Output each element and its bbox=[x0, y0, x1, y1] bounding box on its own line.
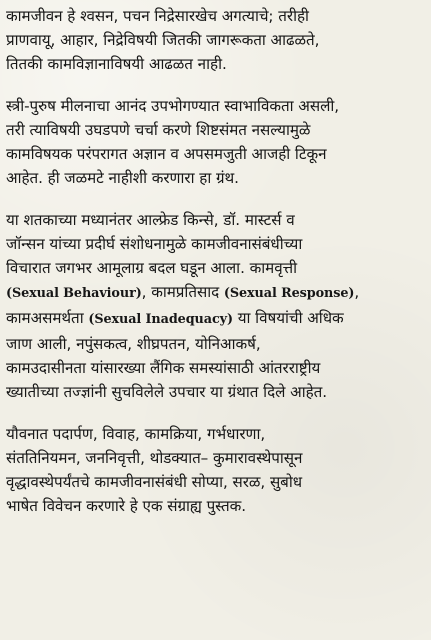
english-term: (Sexual Response) bbox=[223, 286, 355, 301]
text-line-mixed-script bbox=[6, 306, 419, 332]
english-term: (Sexual Inadequacy) bbox=[88, 312, 233, 327]
text-line: कामउदासीनता यांसारख्या लैंगिक समस्यांसाठी आंतरराष्ट्रीय bbox=[6, 359, 321, 377]
paragraph-4 bbox=[6, 422, 419, 518]
paragraph-1 bbox=[6, 4, 419, 76]
text-line: यौवनात पदार्पण, विवाह, कामक्रिया, गर्भधारणा, bbox=[6, 425, 266, 443]
text-line: कामजीवन हे श्वसन, पचन निद्रेसारखेच अगत्याचे; तरीही bbox=[6, 7, 309, 25]
text-line: जॉन्सन यांच्या प्रदीर्घ संशोधनामुळे कामजीवनासंबंधीच्या bbox=[6, 235, 303, 253]
text-segment: कामअसमर्थता bbox=[6, 309, 89, 327]
english-term: (Sexual Behaviour) bbox=[6, 286, 142, 301]
paragraph-3 bbox=[6, 208, 419, 404]
text-line-mixed-script bbox=[6, 280, 419, 306]
text-segment: या विषयांची अधिक bbox=[232, 309, 344, 327]
text-line: तितकी कामविज्ञानाविषयी आढळत नाही. bbox=[6, 55, 227, 73]
book-blurb-text bbox=[6, 4, 419, 518]
text-segment: , bbox=[354, 283, 360, 301]
text-line: आहेत. ही जळमटे नाहीशी करणारा हा ग्रंथ. bbox=[6, 169, 239, 187]
text-line: स्त्री-पुरुष मीलनाचा आनंद उपभोगण्यात स्वाभाविकता असली, bbox=[6, 97, 340, 115]
paragraph-2 bbox=[6, 94, 419, 190]
text-line: जाण आली, नपुंसकत्व, शीघ्रपतन, योनिआकर्ष, bbox=[6, 335, 261, 353]
text-line: कामविषयक परंपरागत अज्ञान व अपसमजुती आजही टिकून bbox=[6, 145, 327, 163]
text-line: प्राणवायू, आहार, निद्रेविषयी जितकी जागरूकता आढळते, bbox=[6, 31, 320, 49]
text-line: या शतकाच्या मध्यानंतर आल्फ्रेड किन्से, डॉ. मास्टर्स व bbox=[6, 211, 295, 229]
text-line: भाषेत विवेचन करणारे हे एक संग्राह्य पुस्तक. bbox=[6, 497, 247, 515]
text-line: विचारात जगभर आमूलाग्र बदल घडून आला. कामवृत्ती bbox=[6, 259, 297, 277]
text-line: ख्यातीच्या तज्ज्ञांनी सुचविलेले उपचार या ग्रंथात दिले आहेत. bbox=[6, 383, 327, 401]
text-line: वृद्धावस्थेपर्यंतचे कामजीवनासंबंधी सोप्या, सरळ, सुबोध bbox=[6, 473, 303, 491]
text-line: तरी त्याविषयी उघडपणे चर्चा करणे शिष्टसंमत नसल्यामुळे bbox=[6, 121, 311, 139]
text-segment: , कामप्रतिसाद bbox=[141, 283, 224, 301]
text-line: संततिनियमन, जननिवृत्ती, थोडक्यात– कुमारावस्थेपासून bbox=[6, 449, 303, 467]
